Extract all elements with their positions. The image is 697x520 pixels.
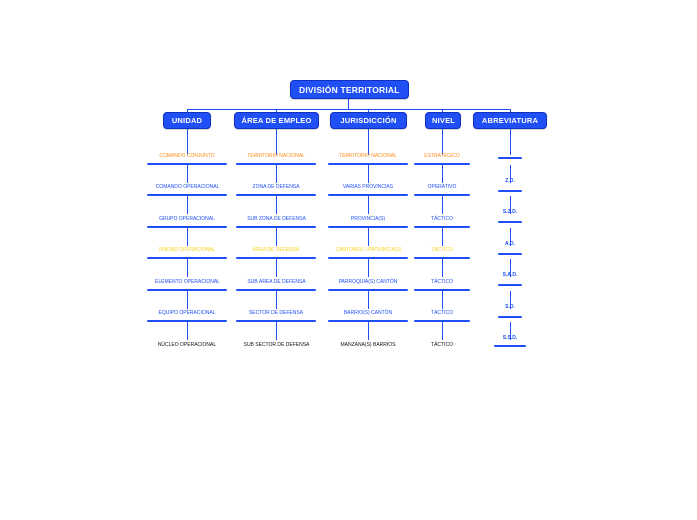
list-item[interactable]: GRUPO OPERACIONAL xyxy=(159,216,215,222)
list-item[interactable]: UNIDAD OPERACIONAL xyxy=(158,247,216,253)
connector-jurisdiccion-6 xyxy=(368,322,369,340)
column-header-unidad[interactable]: UNIDAD xyxy=(163,112,211,129)
list-item[interactable]: SUB SECTOR DE DEFENSA xyxy=(243,342,310,348)
underline-bar xyxy=(236,194,316,196)
underline-bar xyxy=(328,163,408,165)
underline-bar xyxy=(498,221,522,223)
list-item[interactable]: NÚCLEO OPERACIONAL xyxy=(157,342,217,348)
list-item[interactable]: TÁCTICO xyxy=(431,216,453,222)
underline-bar xyxy=(414,194,470,196)
list-item[interactable]: Z.D. xyxy=(505,178,515,184)
list-item[interactable]: ELEMENTO OPERACIONAL xyxy=(155,279,220,285)
connector-jurisdiccion-1 xyxy=(368,165,369,183)
list-item[interactable]: OPERATIVO xyxy=(427,184,457,190)
list-item[interactable]: TÁCTICO xyxy=(431,279,453,285)
connector-area-3 xyxy=(276,228,277,246)
list-item[interactable]: BARRIO(S) CANTÓN xyxy=(343,310,393,316)
connector-unidad-3 xyxy=(187,228,188,246)
column-header-nivel[interactable]: NIVEL xyxy=(425,112,461,129)
underline-bar xyxy=(147,194,227,196)
underline-bar xyxy=(236,163,316,165)
list-item[interactable]: A.D. xyxy=(505,241,515,247)
list-item[interactable]: EQUIPO OPERACIONAL xyxy=(158,310,216,316)
underline-bar xyxy=(236,226,316,228)
list-item[interactable]: SUB ÁREA DE DEFENSA xyxy=(247,279,306,285)
column-header-area-de-empleo[interactable]: ÁREA DE EMPLEO xyxy=(234,112,319,129)
list-item[interactable]: TÁCTICO xyxy=(431,310,453,316)
connector-root-bus xyxy=(187,109,510,110)
connector-nivel-6 xyxy=(442,322,443,340)
list-item[interactable]: S.Z.D. xyxy=(502,209,518,215)
underline-bar xyxy=(328,226,408,228)
list-item[interactable]: PARROQUIA(S) CANTÓN xyxy=(338,279,398,285)
underline-bar xyxy=(236,320,316,322)
underline-bar xyxy=(498,157,522,159)
underline-bar xyxy=(494,345,526,347)
connector-unidad-5 xyxy=(187,291,188,309)
underline-bar xyxy=(147,320,227,322)
underline-bar xyxy=(498,190,522,192)
list-item[interactable]: S.A.D. xyxy=(502,272,518,278)
underline-bar xyxy=(328,320,408,322)
connector-root-stem xyxy=(348,99,349,109)
connector-jurisdiccion-3 xyxy=(368,228,369,246)
underline-bar xyxy=(236,289,316,291)
underline-bar xyxy=(414,163,470,165)
underline-bar xyxy=(498,284,522,286)
list-item[interactable]: PROVINCIA(S) xyxy=(350,216,386,222)
list-item[interactable]: TERRITORIO NACIONAL xyxy=(247,153,305,159)
underline-bar xyxy=(147,163,227,165)
connector-jurisdiccion-2 xyxy=(368,196,369,214)
list-item[interactable]: S.S.D. xyxy=(502,335,518,341)
connector-nivel-3 xyxy=(442,228,443,246)
list-item[interactable]: TERRITORIO NACIONAL xyxy=(339,153,397,159)
connector-area-4 xyxy=(276,259,277,277)
list-item[interactable]: VARIAS PROVINCIAS xyxy=(342,184,394,190)
list-item[interactable]: COMANDO CONJUNTO xyxy=(159,153,215,159)
list-item[interactable]: ESTRATÉGICO xyxy=(424,153,460,159)
column-header-jurisdiccion[interactable]: JURISDICCIÓN xyxy=(330,112,407,129)
list-item[interactable]: ZONA DE DEFENSA xyxy=(252,184,300,190)
connector-area-1 xyxy=(276,165,277,183)
underline-bar xyxy=(328,194,408,196)
list-item[interactable]: ÁREA DE DEFENSA xyxy=(252,247,300,253)
underline-bar xyxy=(414,257,470,259)
connector-nivel-2 xyxy=(442,196,443,214)
root-node-division-territorial[interactable]: DIVISIÓN TERRITORIAL xyxy=(290,80,409,99)
underline-bar xyxy=(328,257,408,259)
list-item[interactable]: COMANDO OPERACIONAL xyxy=(155,184,220,190)
column-header-abreviatura[interactable]: ABREVIATURA xyxy=(473,112,547,129)
list-item[interactable]: CANTONES / PROVINCIA(S) xyxy=(335,247,402,253)
connector-area-2 xyxy=(276,196,277,214)
list-item[interactable]: SECTOR DE DEFENSA xyxy=(248,310,304,316)
connector-unidad-6 xyxy=(187,322,188,340)
connector-nivel-4 xyxy=(442,259,443,277)
list-item[interactable]: MANZANA(S) BARRIOS xyxy=(340,342,396,348)
list-item[interactable]: S.D. xyxy=(505,304,515,310)
connector-area-6 xyxy=(276,322,277,340)
underline-bar xyxy=(414,320,470,322)
connector-jurisdiccion-5 xyxy=(368,291,369,309)
connector-nivel-5 xyxy=(442,291,443,309)
underline-bar xyxy=(498,316,522,318)
list-item[interactable]: TÁCTICO xyxy=(431,342,453,348)
connector-nivel-1 xyxy=(442,165,443,183)
list-item[interactable]: TÁCTICO xyxy=(431,247,453,253)
connector-unidad-4 xyxy=(187,259,188,277)
list-item[interactable]: SUB ZONA DE DEFENSA xyxy=(247,216,306,222)
connector-unidad-2 xyxy=(187,196,188,214)
underline-bar xyxy=(147,226,227,228)
underline-bar xyxy=(498,253,522,255)
connector-area-5 xyxy=(276,291,277,309)
underline-bar xyxy=(414,289,470,291)
underline-bar xyxy=(147,289,227,291)
underline-bar xyxy=(328,289,408,291)
underline-bar xyxy=(147,257,227,259)
underline-bar xyxy=(414,226,470,228)
connector-unidad-1 xyxy=(187,165,188,183)
underline-bar xyxy=(236,257,316,259)
connector-jurisdiccion-4 xyxy=(368,259,369,277)
